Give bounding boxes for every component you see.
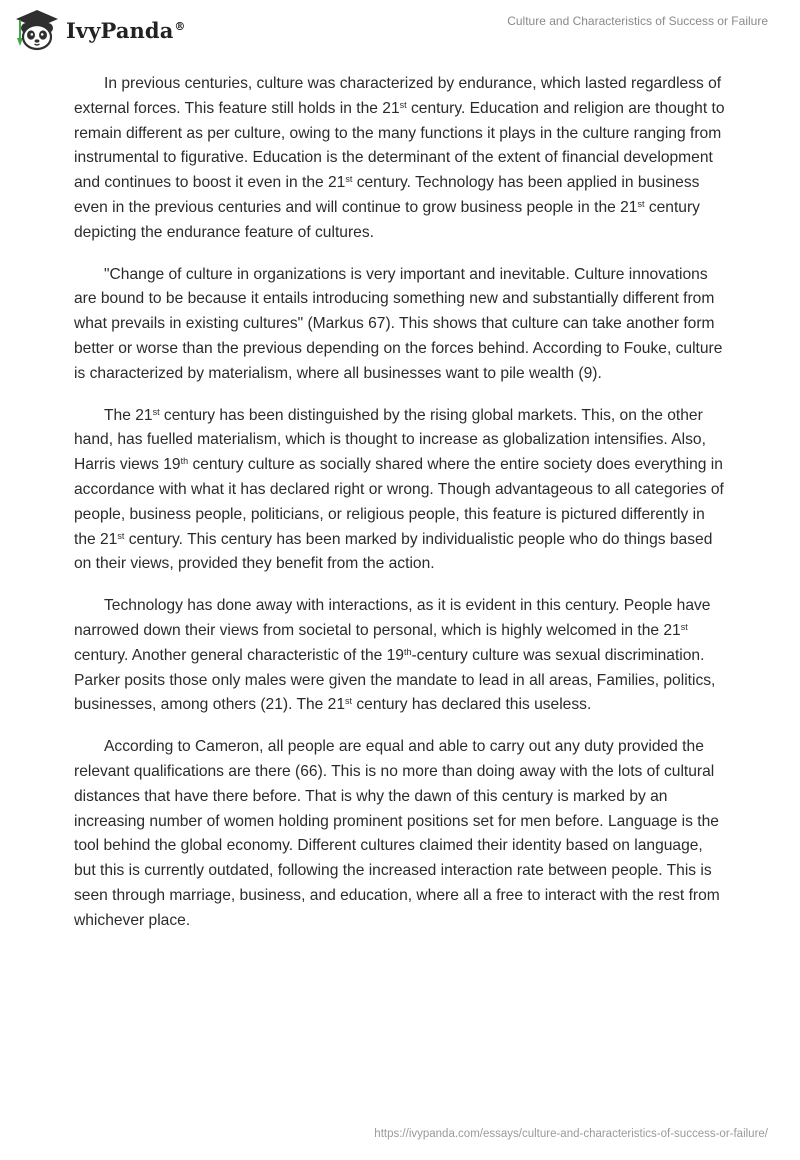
ordinal-suffix: th — [180, 456, 189, 467]
ordinal-suffix: st — [117, 530, 125, 541]
paragraph-text: According to Cameron, all people are equal and able to carry out any duty provided the relevant qualifications are there (66). This is no more than doing away with the lots of cultural distances that have there before. That is why the dawn of this century is marked by an increasing number of women holding prominent positions set for men before. Language is the tool behind the global economy. Different cultures claimed their identity based on language, but this is currently outdated, following the increased interaction rate between people. This is seen through marriage, business, and education, where all a free to interact with the rest from whichever place. — [74, 738, 720, 929]
source-url[interactable]: https://ivypanda.com/essays/culture-and-characteristics-of-success-or-failure/ — [374, 1128, 768, 1140]
paragraph-text: century depicting the endurance feature of cultures. — [74, 198, 700, 241]
paragraph-text: century. Education and religion are thought to remain different as per culture, owing to the many functions it plays in the culture ranging from instrumental to figurative. Education is the determinant of the extent of financial development and continues to boost it even in the 21 — [74, 99, 725, 192]
registered-mark: ® — [174, 19, 186, 33]
paragraph-text: The 21 — [104, 406, 153, 424]
paragraph-4 — [74, 594, 726, 718]
page-header — [0, 0, 800, 60]
ivypanda-logo[interactable] — [14, 8, 186, 52]
ordinal-suffix: st — [152, 406, 160, 417]
ordinal-suffix: st — [680, 621, 688, 632]
paragraph-text: century. Another general characteristic of the 19 — [74, 646, 404, 664]
panda-graduation-icon — [14, 8, 60, 52]
logo-wordmark — [66, 18, 186, 43]
paragraph-text: century. Technology has been applied in business even in the previous centuries and will continue to grow business people in the 21 — [74, 174, 700, 216]
paragraph-1 — [74, 72, 726, 246]
logo-text: IvyPanda — [66, 17, 174, 43]
paragraph-text: In previous centuries, culture was characterized by endurance, which lasted regardless of external forces. This feature still holds in the 21 — [74, 75, 722, 117]
ordinal-suffix: st — [345, 174, 353, 185]
paragraph-text: -century culture was sexual discrimination. Parker posits those only males were given the mandate to lead in all areas, Families, politics, businesses, among others (21). The 21 — [74, 646, 716, 714]
paragraph-5 — [74, 735, 726, 933]
paragraph-text: Technology has done away with interactions, as it is evident in this century. People have narrowed down their views from societal to personal, which is highly welcomed in the 21 — [74, 597, 711, 639]
paragraph-2 — [74, 263, 726, 387]
paragraph-text: century has been distinguished by the rising global markets. This, on the other hand, has fuelled materialism, which is thought to increase as globalization intensifies. Also, Harris views 19 — [74, 406, 706, 474]
paragraph-text: century. This century has been marked by individualistic people who do things based on their views, provided they benefit from the action. — [74, 530, 713, 573]
paragraph-text: "Change of culture in organizations is very important and inevitable. Culture innovations are bound to be because it entails introducing something new and substantially different from what prevails in existing cultures" (Markus 67). This shows that culture can take another form better or worse than the previous depending on the forces behind. According to Fouke, culture is characterized by materialism, where all businesses want to pile wealth (9). — [74, 265, 723, 382]
paragraph-text: century culture as socially shared where the entire society does everything in accordance with what it has declared right or wrong. Though advantageous to all categories of people, business people, politicians, or religious people, this feature is pictured differently in the 21 — [74, 456, 724, 548]
ordinal-suffix: st — [345, 696, 353, 707]
paragraph-text: century has declared this useless. — [352, 696, 592, 714]
ordinal-suffix: th — [403, 646, 412, 657]
document-title: Culture and Characteristics of Success or Failure — [507, 14, 768, 28]
ordinal-suffix: st — [399, 99, 407, 110]
essay-body — [74, 72, 726, 951]
paragraph-3 — [74, 404, 726, 578]
ordinal-suffix: st — [637, 198, 645, 209]
